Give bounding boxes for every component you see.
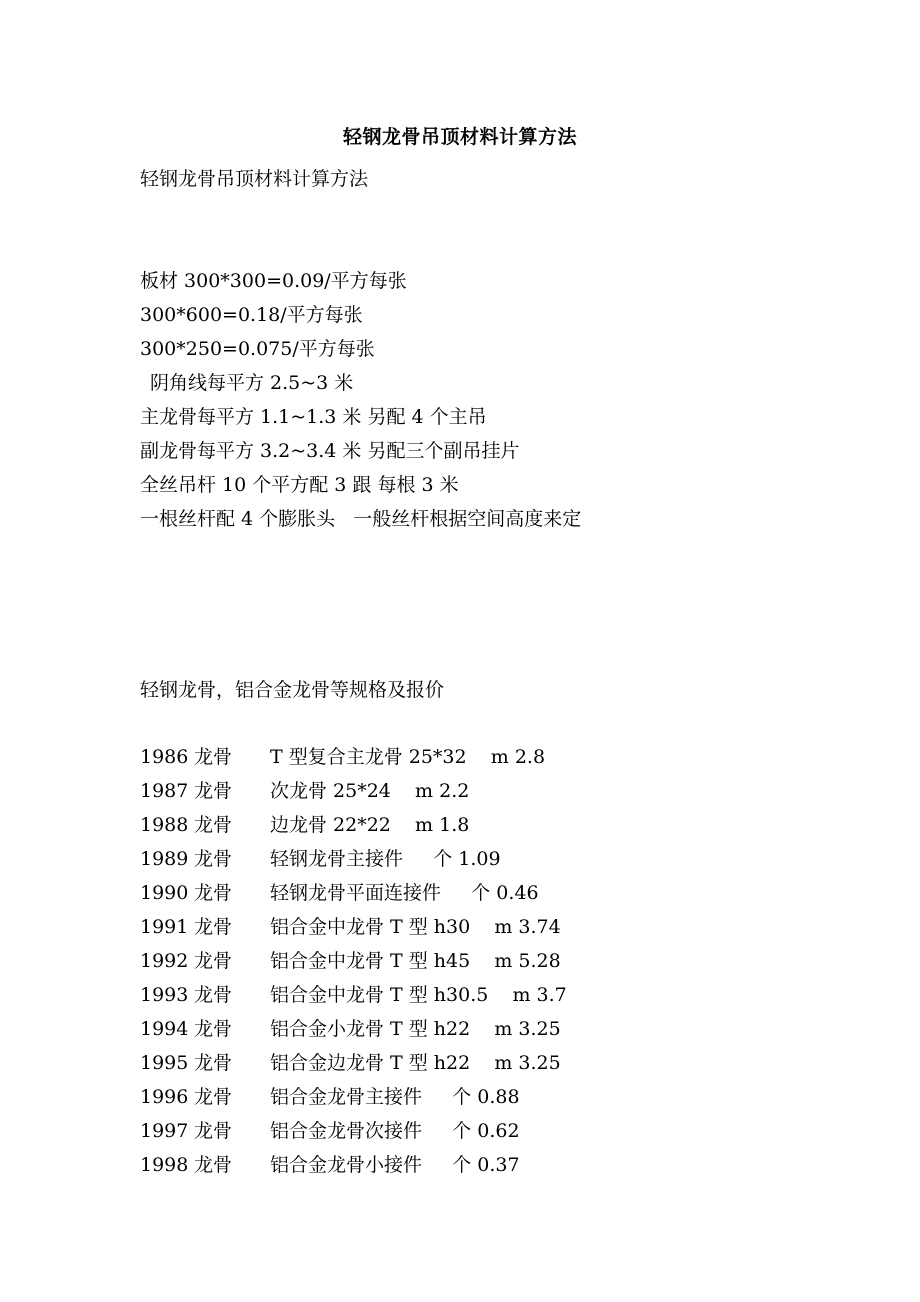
item-spec: 边龙骨 22*22 m 1.8 xyxy=(270,814,470,836)
item-category: 龙骨 xyxy=(194,848,233,870)
item-code: 1987 xyxy=(140,780,189,802)
item-code: 1988 xyxy=(140,814,189,836)
item-code: 1996 xyxy=(140,1086,189,1108)
item-spec: 铝合金中龙骨 T 型 h45 m 5.28 xyxy=(270,950,561,972)
item-code: 1994 xyxy=(140,1018,189,1040)
calc-line: 全丝吊杆 10 个平方配 3 跟 每根 3 米 xyxy=(140,474,459,496)
item-category: 龙骨 xyxy=(194,950,233,972)
item-spec: 轻钢龙骨平面连接件 个 0.46 xyxy=(270,882,539,904)
item-category: 龙骨 xyxy=(194,1154,233,1176)
item-category: 龙骨 xyxy=(194,1052,233,1074)
item-code: 1991 xyxy=(140,916,189,938)
item-category: 龙骨 xyxy=(194,882,233,904)
item-code: 1997 xyxy=(140,1120,189,1142)
item-category: 龙骨 xyxy=(194,1086,233,1108)
item-spec: 次龙骨 25*24 m 2.2 xyxy=(270,780,470,802)
calc-line: 阴角线每平方 2.5~3 米 xyxy=(150,372,354,394)
calc-line: 板材 300*300=0.09/平方每张 xyxy=(140,270,407,292)
calc-line: 主龙骨每平方 1.1~1.3 米 另配 4 个主吊 xyxy=(140,406,487,428)
item-code: 1993 xyxy=(140,984,189,1006)
item-category: 龙骨 xyxy=(194,814,233,836)
calc-line: 一根丝杆配 4 个膨胀头 一般丝杆根据空间高度来定 xyxy=(140,508,582,530)
item-spec: 铝合金边龙骨 T 型 h22 m 3.25 xyxy=(270,1052,561,1074)
item-category: 龙骨 xyxy=(194,780,233,802)
document-subtitle: 轻钢龙骨吊顶材料计算方法 xyxy=(140,168,369,190)
calc-line: 300*600=0.18/平方每张 xyxy=(140,304,363,326)
item-spec: 铝合金小龙骨 T 型 h22 m 3.25 xyxy=(270,1018,561,1040)
item-category: 龙骨 xyxy=(194,984,233,1006)
item-spec: 铝合金龙骨小接件 个 0.37 xyxy=(270,1154,520,1176)
item-code: 1995 xyxy=(140,1052,189,1074)
section-heading: 轻钢龙骨，铝合金龙骨等规格及报价 xyxy=(140,679,445,701)
calc-line: 副龙骨每平方 3.2~3.4 米 另配三个副吊挂片 xyxy=(140,440,520,462)
item-spec: 铝合金龙骨主接件 个 0.88 xyxy=(270,1086,520,1108)
item-category: 龙骨 xyxy=(194,916,233,938)
calc-line: 300*250=0.075/平方每张 xyxy=(140,338,375,360)
item-spec: 铝合金龙骨次接件 个 0.62 xyxy=(270,1120,520,1142)
item-spec: 铝合金中龙骨 T 型 h30.5 m 3.7 xyxy=(270,984,567,1006)
item-code: 1986 xyxy=(140,746,189,768)
item-code: 1990 xyxy=(140,882,189,904)
item-category: 龙骨 xyxy=(194,1120,233,1142)
item-spec: T 型复合主龙骨 25*32 m 2.8 xyxy=(270,746,546,768)
item-category: 龙骨 xyxy=(194,1018,233,1040)
item-spec: 铝合金中龙骨 T 型 h30 m 3.74 xyxy=(270,916,561,938)
price-row xyxy=(140,1153,520,1273)
item-code: 1992 xyxy=(140,950,189,972)
document-title: 轻钢龙骨吊顶材料计算方法 xyxy=(342,126,577,148)
item-category: 龙骨 xyxy=(194,746,233,768)
item-code: 1989 xyxy=(140,848,189,870)
item-code: 1998 xyxy=(140,1154,189,1176)
item-spec: 轻钢龙骨主接件 个 1.09 xyxy=(270,848,501,870)
